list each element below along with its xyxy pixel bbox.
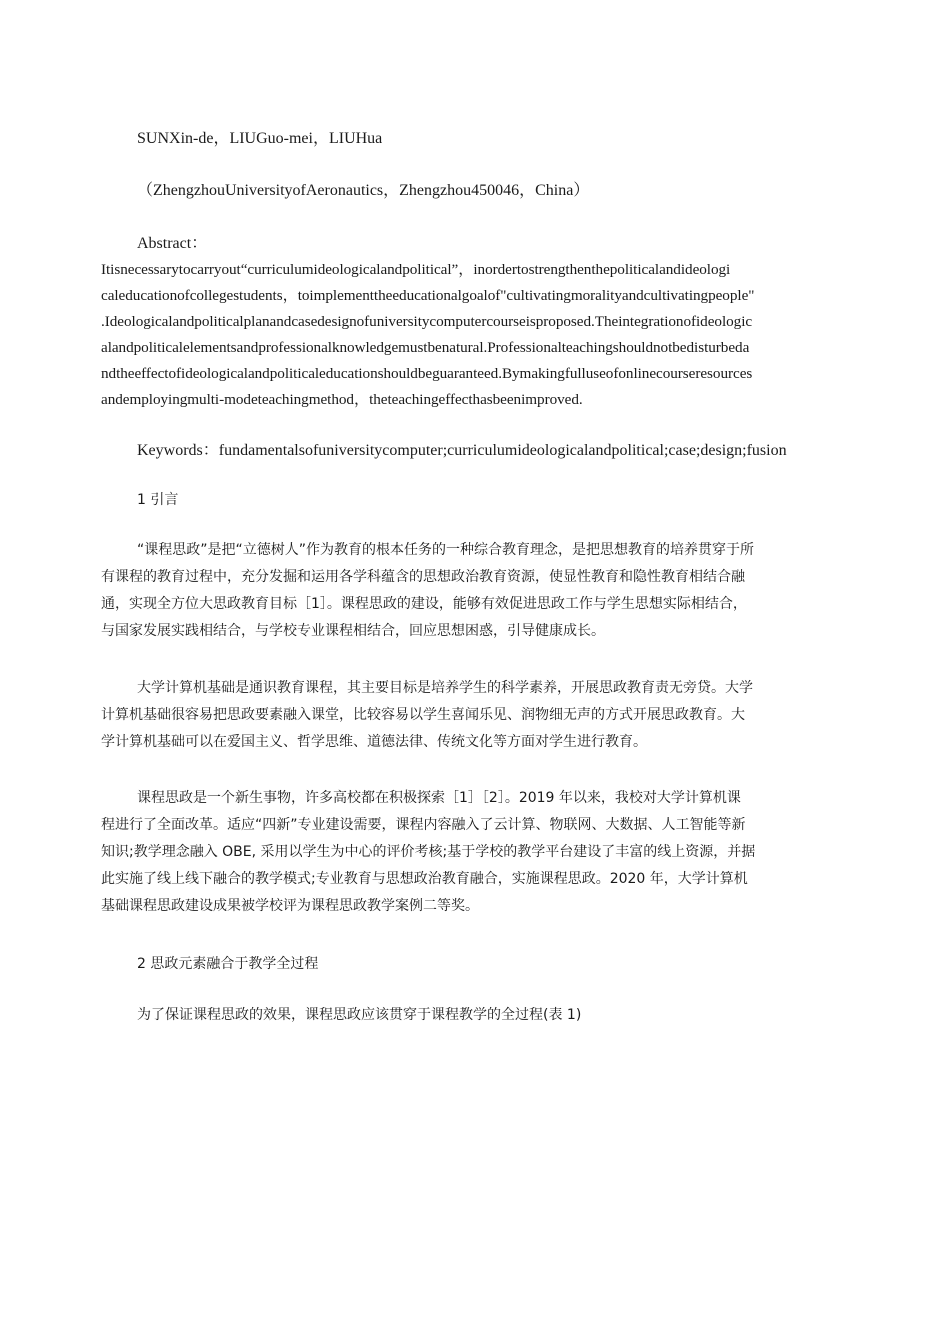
paragraph-line: 学计算机基础可以在爱国主义、哲学思维、道德法律、传统文化等方面对学生进行教育。 (101, 734, 647, 750)
paragraph-line: 有课程的教育过程中，充分发掘和运用各学科蕴含的思想政治教育资源，使显性教育和隐性教育相结合融 (101, 569, 745, 585)
paragraph-line: 课程思政是一个新生事物，许多高校都在积极探索［1］［2］。2019 年以来，我校对大学计算机课 (137, 790, 741, 806)
section-heading: 2 思政元素融合于教学全过程 (137, 956, 319, 972)
paragraph-line: 此实施了线上线下融合的教学模式;专业教育与思想政治教育融合，实施课程思政。2020 年，大学计算机 (101, 871, 748, 887)
paragraph-line: 计算机基础很容易把思政要素融入课堂，比较容易以学生喜闻乐见、润物细无声的方式开展思政教育。大 (101, 707, 745, 723)
authors: SUNXin-de，LIUGuo-mei，LIUHua (137, 130, 383, 147)
paragraph-line: 大学计算机基础是通识教育课程，其主要目标是培养学生的科学素养，开展思政教育责无旁贷。大学 (137, 680, 753, 696)
keywords: Keywords：fundamentalsofuniversitycomputer;curriculumideologicalandpolitical;case;design;fusion (137, 442, 787, 459)
abstract-line: ndtheeffectofideologicalandpoliticaleducationshouldbeguaranteed.Bymakingfulluseofonlinecourseresources (101, 365, 753, 382)
abstract-line: caleducationofcollegestudents，toimplementtheeducationalgoalof"cultivatingmoralityandcultivatingpeople" (101, 287, 755, 304)
paragraph-line: 知识;教学理念融入 OBE, 采用以学生为中心的评价考核;基于学校的教学平台建设了丰富的线上资源，并据 (101, 844, 756, 860)
abstract-line: .Ideologicalandpoliticalplanandcasedesignofuniversitycomputercourseisproposed.Theintegrationofideologic (101, 313, 753, 330)
abstract-line: Itisnecessarytocarryout“curriculumideologicalandpolitical”，inordertostrengthenthepoliticalandideologi (101, 261, 731, 278)
paragraph-line: “课程思政”是把“立德树人”作为教育的根本任务的一种综合教育理念，是把思想教育的培养贯穿于所 (137, 542, 755, 558)
affiliation: （ZhengzhouUniversityofAeronautics，Zhengzhou450046，China） (137, 182, 590, 199)
paragraph-line: 为了保证课程思政的效果，课程思政应该贯穿于课程教学的全过程(表 1) (137, 1007, 582, 1023)
paragraph-line: 基础课程思政建设成果被学校评为课程思政教学案例二等奖。 (101, 898, 479, 914)
abstract-line: andemployingmulti-modeteachingmethod，theteachingeffecthasbeenimproved. (101, 391, 583, 408)
paragraph-line: 通，实现全方位大思政教育目标［1］。课程思政的建设，能够有效促进思政工作与学生思想实际相结合， (101, 596, 747, 612)
abstract-label: Abstract： (137, 235, 208, 252)
paragraph-line: 程进行了全面改革。适应“四新”专业建设需要，课程内容融入了云计算、物联网、大数据、人工智能等新 (101, 817, 746, 833)
paragraph-line: 与国家发展实践相结合，与学校专业课程相结合，回应思想困惑，引导健康成长。 (101, 623, 605, 639)
section-heading: 1 引言 (137, 492, 179, 508)
abstract-line: alandpoliticalelementsandprofessionalknowledgemustbenatural.Professionalteachingshouldnotbedisturbeda (101, 339, 750, 356)
